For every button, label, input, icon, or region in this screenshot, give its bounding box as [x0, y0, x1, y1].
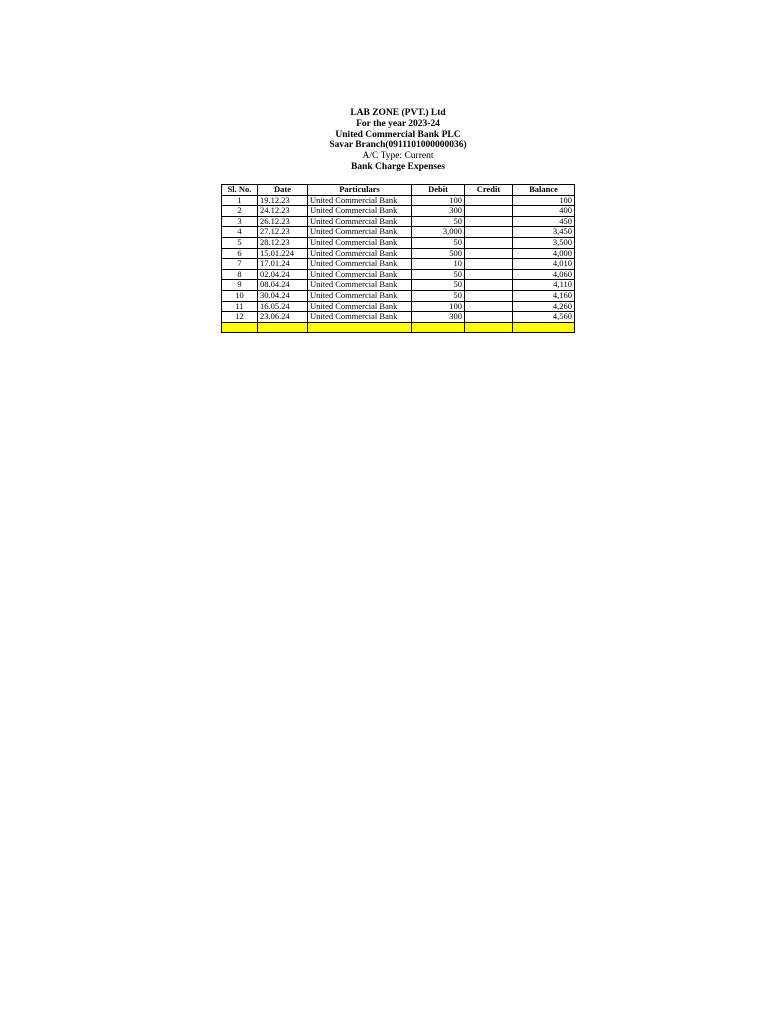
cell-balance: 3,450: [513, 227, 575, 238]
cell-sl-no: 9: [222, 280, 258, 291]
cell-debit: 500: [412, 248, 465, 259]
total-cell: [258, 322, 308, 332]
cell-sl-no: 6: [222, 248, 258, 259]
cell-debit: 50: [412, 269, 465, 280]
total-cell: [308, 322, 412, 332]
cell-date: 30.04.24: [258, 290, 308, 301]
cell-debit: 50: [412, 216, 465, 227]
cell-sl-no: 8: [222, 269, 258, 280]
table-row: [222, 216, 575, 227]
cell-balance: 400: [513, 206, 575, 217]
cell-sl-no: 4: [222, 227, 258, 238]
cell-balance: 4,260: [513, 301, 575, 312]
table-row: [222, 269, 575, 280]
table-row: [222, 206, 575, 217]
column-header-debit: Debit: [412, 185, 465, 196]
report-header: [222, 108, 574, 173]
table-row: [222, 301, 575, 312]
column-header-sl-no: Sl. No.: [222, 185, 258, 196]
cell-debit: 10: [412, 259, 465, 270]
cell-date: 02.04.24: [258, 269, 308, 280]
column-header-particulars: Particulars: [308, 185, 412, 196]
cell-debit: 100: [412, 301, 465, 312]
table-row: [222, 237, 575, 248]
cell-balance: 4,560: [513, 312, 575, 323]
cell-debit: 300: [412, 206, 465, 217]
cell-sl-no: 10: [222, 290, 258, 301]
table-row: [222, 280, 575, 291]
cell-date: 17.01.24: [258, 259, 308, 270]
cell-balance: 100: [513, 195, 575, 206]
cell-balance: 4,110: [513, 280, 575, 291]
cell-sl-no: 2: [222, 206, 258, 217]
cell-date: 26.12.23: [258, 216, 308, 227]
table-header-row: [222, 185, 575, 196]
cell-balance: 4,010: [513, 259, 575, 270]
table-row: [222, 259, 575, 270]
cell-sl-no: 12: [222, 312, 258, 323]
cell-date: 23.06.24: [258, 312, 308, 323]
cell-balance: 3,500: [513, 237, 575, 248]
cell-sl-no: 3: [222, 216, 258, 227]
cell-particulars: United Commercial Bank: [308, 269, 412, 280]
cell-credit: [465, 259, 513, 270]
cell-credit: [465, 312, 513, 323]
cell-date: 19.12.23: [258, 195, 308, 206]
cell-date: 15.01.224: [258, 248, 308, 259]
cell-sl-no: 7: [222, 259, 258, 270]
cell-sl-no: 1: [222, 195, 258, 206]
total-row: [222, 322, 575, 332]
column-header-credit: Credit: [465, 185, 513, 196]
table-body: [222, 195, 575, 332]
cell-debit: 100: [412, 195, 465, 206]
cell-credit: [465, 237, 513, 248]
bank-charge-table: [221, 184, 575, 333]
table-row: [222, 248, 575, 259]
cell-particulars: United Commercial Bank: [308, 312, 412, 323]
cell-sl-no: 5: [222, 237, 258, 248]
cell-balance: 4,160: [513, 290, 575, 301]
column-header-balance: Balance: [513, 185, 575, 196]
cell-credit: [465, 206, 513, 217]
cell-credit: [465, 269, 513, 280]
cell-debit: 3,000: [412, 227, 465, 238]
cell-balance: 450: [513, 216, 575, 227]
cell-credit: [465, 280, 513, 291]
cell-credit: [465, 290, 513, 301]
report-title: Bank Charge Expenses: [351, 161, 445, 172]
cell-date: 28.12.23: [258, 237, 308, 248]
total-cell: [412, 322, 465, 332]
cell-debit: 50: [412, 290, 465, 301]
company-name: LAB ZONE (PVT.) Ltd: [350, 108, 446, 118]
table-row: [222, 290, 575, 301]
cell-date: 24.12.23: [258, 206, 308, 217]
cell-debit: 50: [412, 280, 465, 291]
cell-particulars: United Commercial Bank: [308, 248, 412, 259]
table-row: [222, 312, 575, 323]
cell-particulars: United Commercial Bank: [308, 259, 412, 270]
cell-credit: [465, 248, 513, 259]
cell-credit: [465, 301, 513, 312]
cell-particulars: United Commercial Bank: [308, 280, 412, 291]
cell-debit: 50: [412, 237, 465, 248]
cell-date: 27.12.23: [258, 227, 308, 238]
cell-balance: 4,060: [513, 269, 575, 280]
bank-name: United Commercial Bank PLC: [335, 129, 461, 140]
cell-sl-no: 11: [222, 301, 258, 312]
table-row: [222, 195, 575, 206]
branch-account: Savar Branch(0911101000000036): [329, 140, 467, 151]
cell-particulars: United Commercial Bank: [308, 301, 412, 312]
table-row: [222, 227, 575, 238]
cell-date: 08.04.24: [258, 280, 308, 291]
cell-credit: [465, 195, 513, 206]
cell-particulars: United Commercial Bank: [308, 195, 412, 206]
total-cell: [465, 322, 513, 332]
report-period: For the year 2023-24: [356, 118, 440, 129]
account-type: A/C Type: Current: [362, 151, 434, 162]
cell-particulars: United Commercial Bank: [308, 237, 412, 248]
cell-particulars: United Commercial Bank: [308, 227, 412, 238]
cell-date: 16.05.24: [258, 301, 308, 312]
column-header-date: Date: [258, 185, 308, 196]
cell-particulars: United Commercial Bank: [308, 216, 412, 227]
cell-credit: [465, 216, 513, 227]
total-cell: [513, 322, 575, 332]
cell-particulars: United Commercial Bank: [308, 290, 412, 301]
cell-credit: [465, 227, 513, 238]
cell-balance: 4,000: [513, 248, 575, 259]
cell-debit: 300: [412, 312, 465, 323]
total-cell: [222, 322, 258, 332]
cell-particulars: United Commercial Bank: [308, 206, 412, 217]
